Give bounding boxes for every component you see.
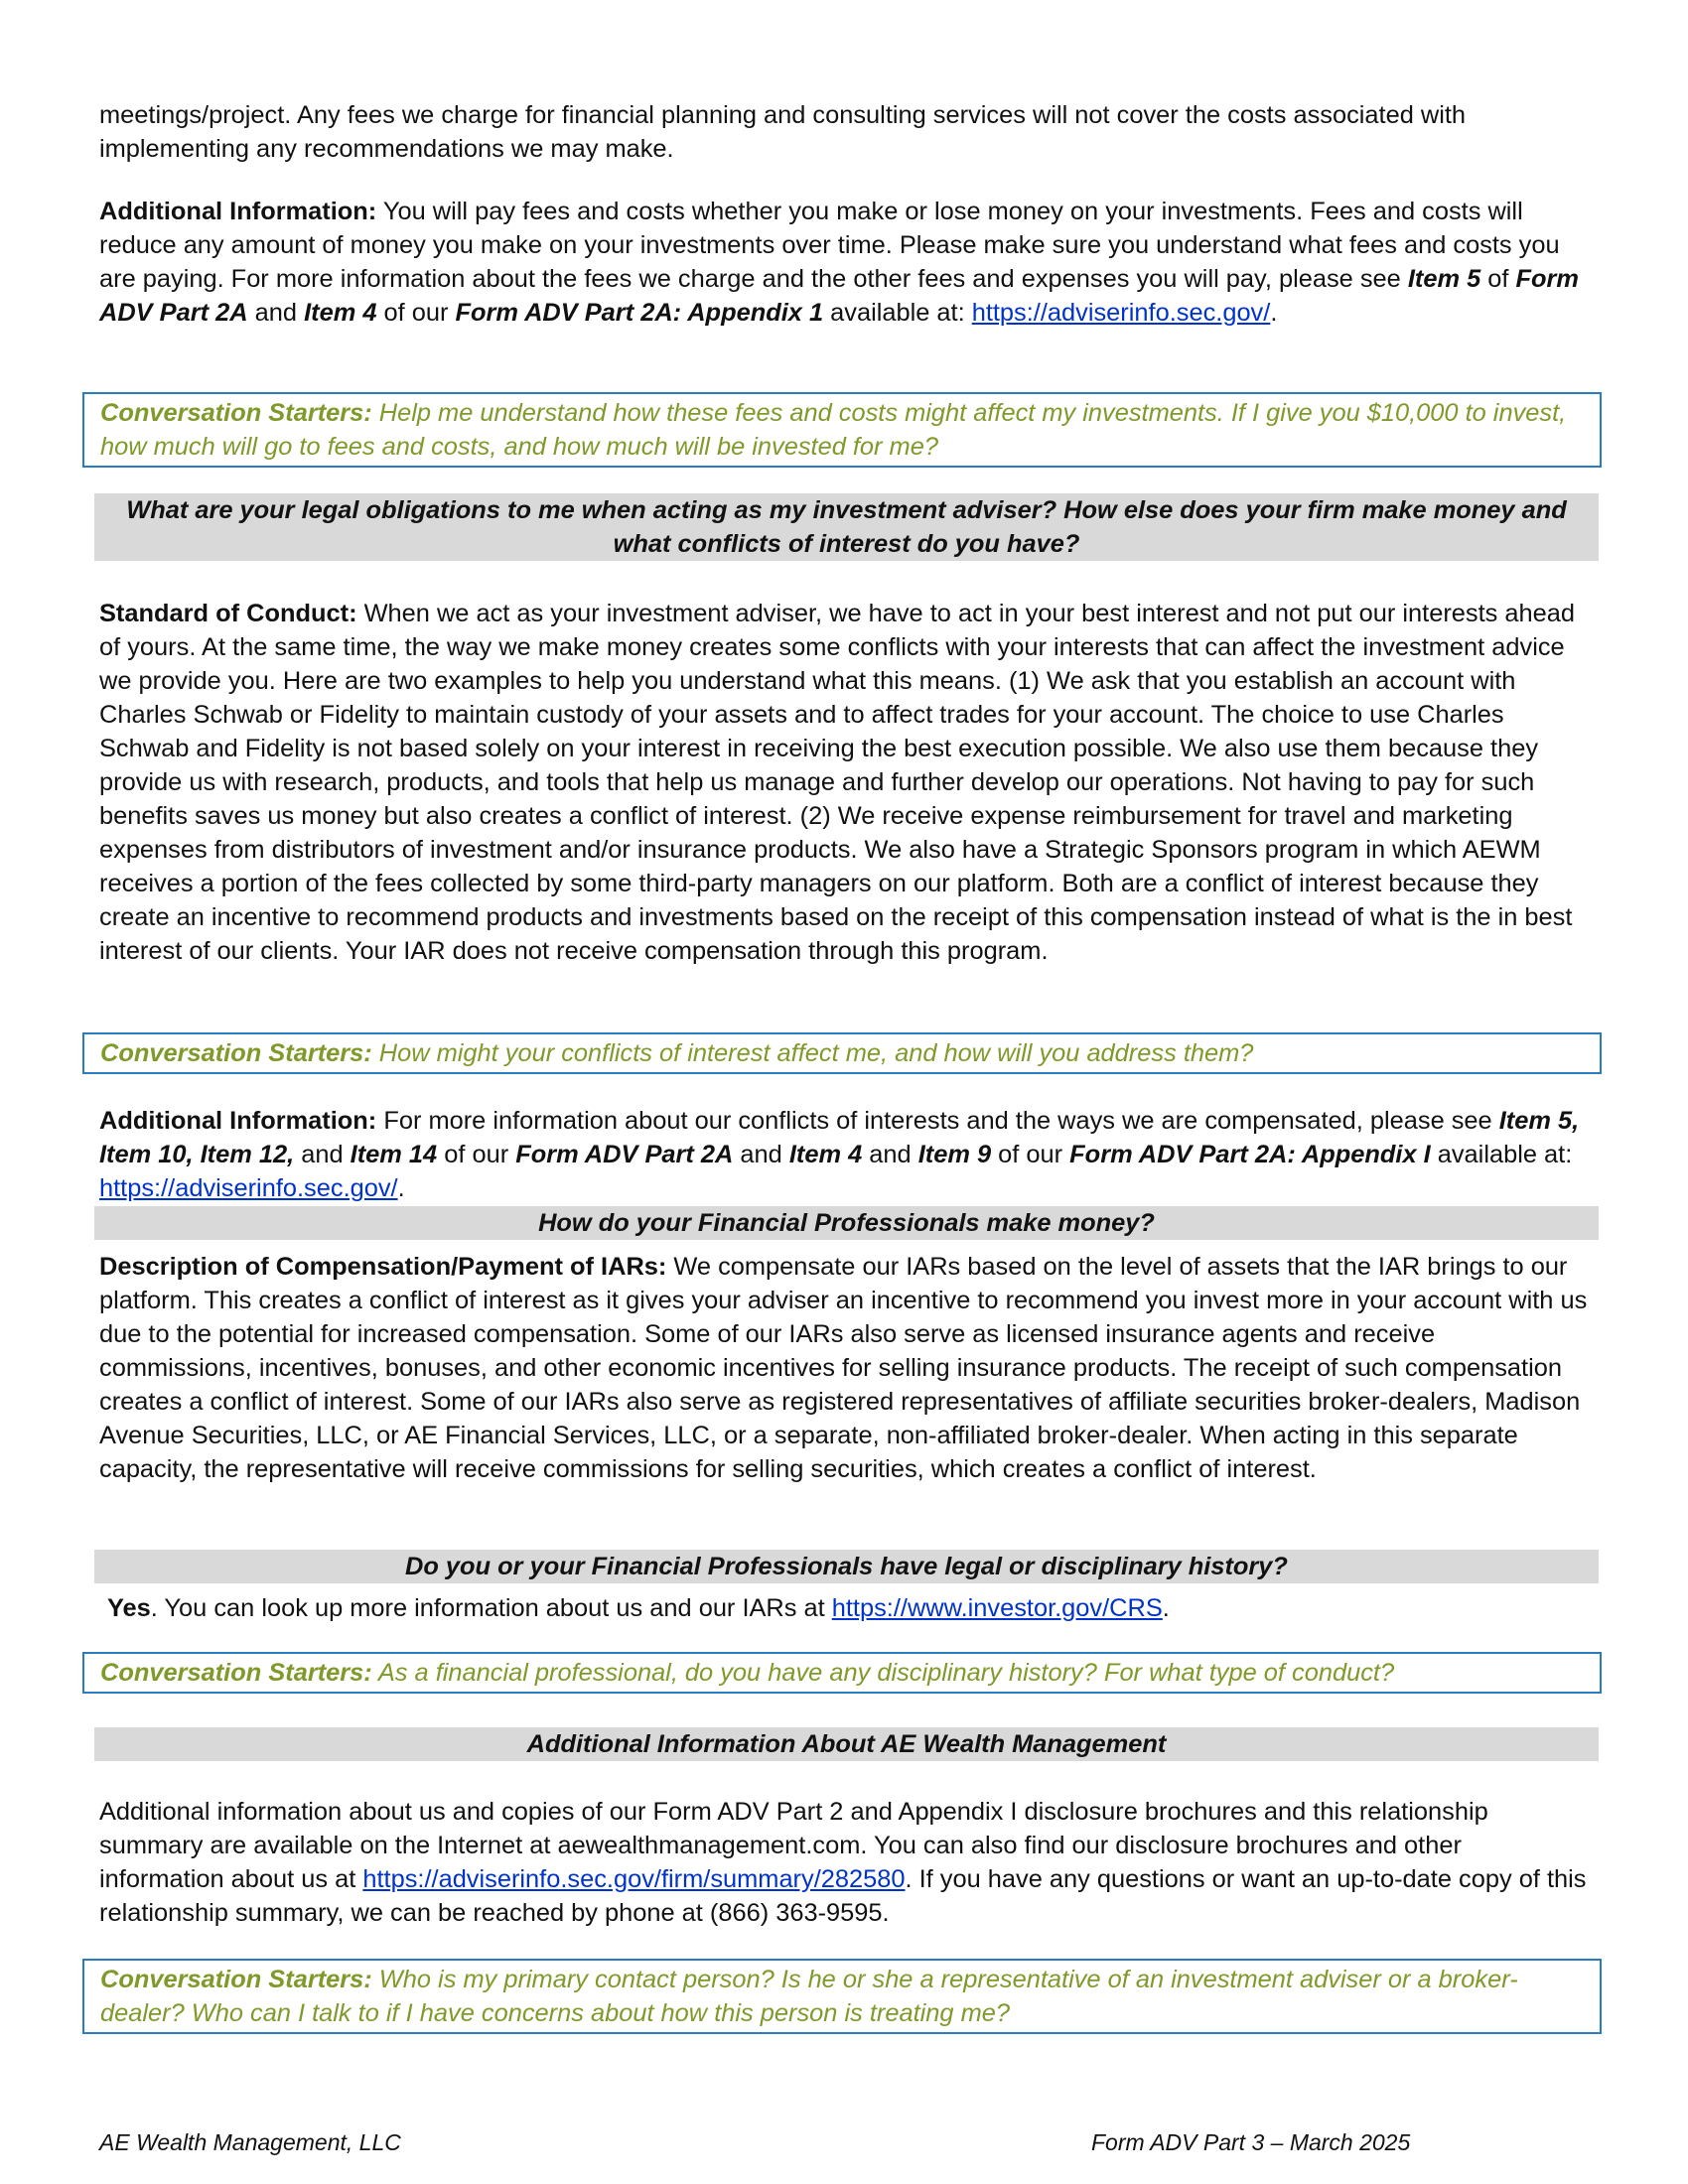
item4-ref: Item 4 — [788, 1141, 863, 1168]
fees-info-paragraph — [99, 195, 1589, 330]
conversation-starters-text: Who is my primary contact person? Is he or she a representative of an investment adviser or a broker-dealer? Who can I talk to if I have concerns about how this person is treating me? — [100, 1966, 1518, 2027]
conflicts-and2: and — [733, 1141, 789, 1168]
item14-ref: Item 14 — [350, 1141, 438, 1168]
fees-info-and: and — [247, 299, 305, 327]
intro-paragraph — [99, 98, 1589, 166]
items-ref: Item 5, Item 10, Item 12, — [99, 1107, 1580, 1168]
fees-info-available: available at: — [823, 299, 972, 327]
fees-info-of: of — [1480, 265, 1516, 293]
section-header-professionals-money: How do your Financial Professionals make money? — [94, 1206, 1599, 1240]
section-header-disciplinary: Do you or your Financial Professionals have legal or disciplinary history? — [94, 1550, 1599, 1583]
form-part2a-ref: Form ADV Part 2A — [515, 1141, 734, 1168]
section-header-legal-obligations: What are your legal obligations to me when acting as my investment adviser? How else does your firm make money and what conflicts of interest do you have? — [94, 493, 1599, 561]
compensation-text: We compensate our IARs based on the level of assets that the IAR brings to our platform. This creates a conflict of interest as it gives your adviser an incentive to recommend you invest more in your account with us due to the potential for increased compensation. Some of our IARs also serve as licensed insurance agents and receive commissions, incentives, bonuses, and other economic incentives for selling insurance products. The receipt of such compensation creates a conflict of interest. Some of our IARs also serve as registered representatives of affiliate securities broker-dealers, Madison Avenue Securities, LLC, or AE Financial Services, LLC, or a separate, non-affiliated broker-dealer. When acting in this separate capacity, the representative will receive commissions for selling securities, which creates a conflict of interest. — [99, 1253, 1588, 1483]
disciplinary-end: . — [1162, 1594, 1170, 1622]
conflicts-of-our2: of our — [991, 1141, 1070, 1168]
adviserinfo-link[interactable]: https://adviserinfo.sec.gov/ — [971, 299, 1271, 327]
conflicts-and1: and — [294, 1141, 351, 1168]
disciplinary-text: . You can look up more information about us and our IARs at — [150, 1594, 832, 1622]
additional-text1: Additional information about us and copies of our Form ADV Part 2 and Appendix I disclosure brochures and this relationship summary are available on the Internet at aewealthmanagement.com. You can also find our disclosure brochures and other information about us at — [99, 1798, 1488, 1893]
section-header-additional-info: Additional Information About AE Wealth Management — [94, 1727, 1599, 1761]
conversation-starters-label: Conversation Starters: — [100, 1659, 372, 1687]
additional-text2: . If you have any questions or want an up-to-date copy of this relationship summary, we can be reached by phone at (866) 363-9595. — [99, 1865, 1587, 1927]
investor-gov-link[interactable]: https://www.investor.gov/CRS — [831, 1594, 1163, 1622]
conflicts-of-our1: of our — [437, 1141, 516, 1168]
compensation-paragraph — [99, 1250, 1589, 1486]
standard-label: Standard of Conduct: — [99, 600, 357, 627]
conversation-starters-disciplinary — [82, 1652, 1602, 1694]
standard-of-conduct-paragraph — [99, 597, 1589, 968]
conversation-starters-text: Help me understand how these fees and costs might affect my investments. If I give you $10,000 to invest, how much will go to fees and costs, and how much will be invested for me? — [100, 399, 1567, 461]
conversation-starters-label: Conversation Starters: — [100, 1966, 372, 1993]
fees-info-label: Additional Information: — [99, 198, 377, 225]
standard-text: When we act as your investment adviser, we have to act in your best interest and not put our interests ahead of yours. At the same time, the way we make money creates some conflicts with your interests that can affect the investment advice we provide you. Here are two examples to help you understand what this means. (1) We ask that you establish an account with Charles Schwab or Fidelity to maintain custody of your assets and to affect trades for your account. The choice to use Charles Schwab and Fidelity is not based solely on your interest in receiving the best execution possible. We also use them because they provide us with research, products, and tools that help us manage and further develop our operations. Not having to pay for such benefits saves us money but also creates a conflict of interest. (2) We receive expense reimbursement for travel and marketing expenses from distributors of investment and/or insurance products. We also have a Strategic Sponsors program in which AEWM receives a portion of the fees collected by some third-party managers on our platform. Both are a conflict of interest because they create an incentive to recommend products and investments based on the receipt of this compensation instead of what is the in best interest of our clients. Your IAR does not receive compensation through this program. — [99, 600, 1576, 965]
disciplinary-paragraph — [107, 1591, 1597, 1625]
item5-ref: Item 5 — [1407, 265, 1481, 293]
firm-summary-link[interactable]: https://adviserinfo.sec.gov/firm/summary/282580 — [362, 1865, 906, 1893]
conversation-starters-text: As a financial professional, do you have any disciplinary history? For what type of conduct? — [371, 1659, 1395, 1687]
yes-answer: Yes — [107, 1594, 151, 1622]
conflicts-and3: and — [862, 1141, 918, 1168]
conversation-starters-contact — [82, 1959, 1602, 2034]
conversation-starters-fees — [82, 392, 1602, 468]
conversation-starters-label: Conversation Starters: — [100, 399, 372, 427]
item4-ref: Item 4 — [304, 299, 377, 327]
form-appendix1-ref: Form ADV Part 2A: Appendix 1 — [455, 299, 824, 327]
fees-info-text: You will pay fees and costs whether you make or lose money on your investments. Fees and costs will reduce any amount of money you make on your investments over time. Please make sure you understand what fees and costs you are paying. For more information about the fees we charge and the other fees and expenses you will pay, please see — [99, 198, 1560, 293]
conflicts-info-paragraph — [99, 1104, 1589, 1205]
fees-info-end: . — [1270, 299, 1278, 327]
conversation-starters-label: Conversation Starters: — [100, 1039, 372, 1067]
footer-form-date: Form ADV Part 3 – March 2025 — [1091, 2129, 1411, 2155]
fees-info-of-our: of our — [376, 299, 456, 327]
additional-info-paragraph — [99, 1795, 1589, 1930]
conversation-starters-text: How might your conflicts of interest affect me, and how will you address them? — [371, 1039, 1254, 1067]
conflicts-end: . — [397, 1174, 405, 1202]
form-appendix-ref: Form ADV Part 2A: Appendix I — [1069, 1141, 1431, 1168]
conflicts-available: available at: — [1430, 1141, 1573, 1168]
compensation-label: Description of Compensation/Payment of IARs: — [99, 1253, 667, 1281]
form-part2a-ref: Form ADV Part 2A — [99, 265, 1579, 327]
intro-text: meetings/project. Any fees we charge for financial planning and consulting services will not cover the costs associated with implementing any recommendations we may make. — [99, 101, 1467, 163]
item9-ref: Item 9 — [917, 1141, 992, 1168]
footer-company: AE Wealth Management, LLC — [99, 2129, 401, 2155]
adviserinfo-link[interactable]: https://adviserinfo.sec.gov/ — [99, 1174, 398, 1202]
conversation-starters-conflicts — [82, 1032, 1602, 1074]
conflicts-info-label: Additional Information: — [99, 1107, 377, 1135]
conflicts-info-text: For more information about our conflicts of interests and the ways we are compensated, please see — [376, 1107, 1499, 1135]
